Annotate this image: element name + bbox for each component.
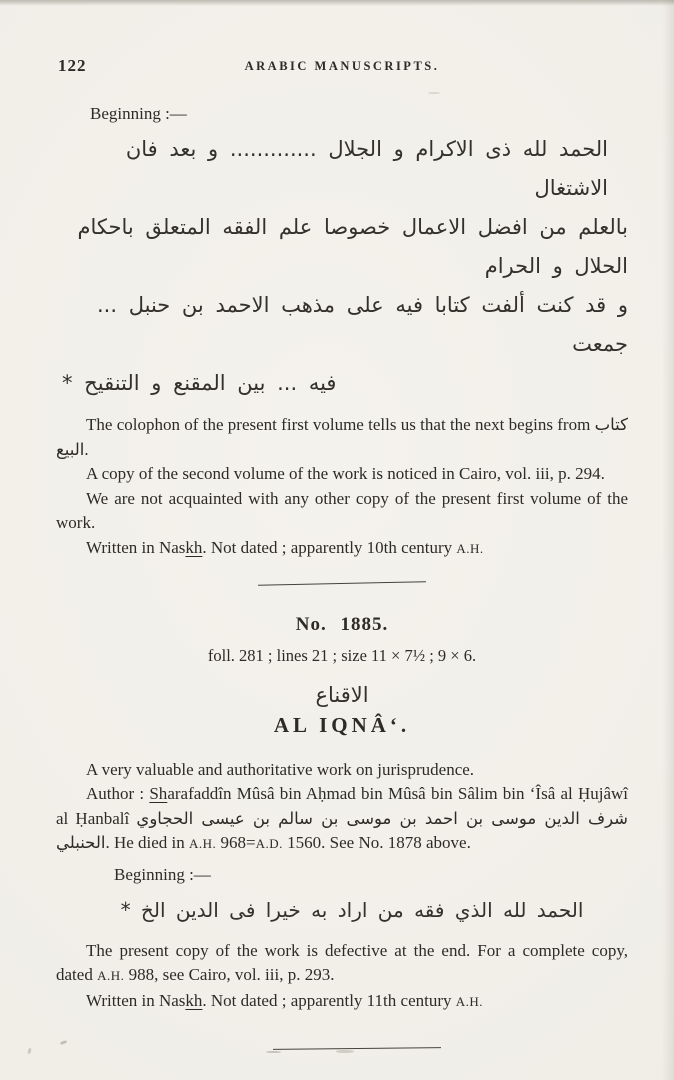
author-note: Author : Sharafaddîn Mûsâ bin Aḥmad bin Mûsâ bin Sâlim bin ‘Îsâ al Ḥujâwî al Ḥanbalî شرف الدين موسى بن احمد بن موسى بن سالم بن عيسى الحجاوي الحنبلي. He died in A.H. 968=A.D. 1560. See No. 1878 above. xyxy=(56,784,629,852)
arabic-quote-line: و قد كنت ألفت كتابا فيه على مذهب الاحمد بن حنبل ... جمعت xyxy=(97,293,628,356)
description-note: A very valuable and authoritative work on jurisprudence. xyxy=(86,759,475,779)
work-title: AL IQNÂ‘. xyxy=(273,712,411,737)
running-header xyxy=(56,54,628,78)
arabic-quote-line: الحمد لله ذى الاكرام و الجلال ............. و بعد فان الاشتغال xyxy=(125,137,608,200)
entry-previous xyxy=(56,102,628,561)
section-divider xyxy=(258,581,426,586)
section-divider xyxy=(273,1047,441,1050)
entry-1885 xyxy=(56,614,628,1014)
page-content xyxy=(56,54,628,1049)
arabic-beginning-quote xyxy=(56,130,628,403)
entry-number-heading: No. 1885. xyxy=(295,614,389,635)
arabic-beginning-quote: الحمد لله الذي فقه من اراد به خيرا فى الدين الخ * xyxy=(120,897,584,922)
collation-line: foll. 281 ; lines 21 ; size 11 × 7½ ; 9 × 6. xyxy=(207,646,477,665)
defective-note: The present copy of the work is defective at the end. For a complete copy, dated A.H. 988, see Cairo, vol. iii, p. 293. xyxy=(56,940,628,984)
colophon-note: The colophon of the present first volume tells us that the next begins from كتاب البيع. xyxy=(56,415,628,459)
scan-right-shadow xyxy=(662,0,674,1080)
scan-top-shadow xyxy=(0,0,674,6)
arabic-quote-line: بالعلم من افضل الاعمال خصوصا علم الفقه المتعلق باحكام الحلال و الحرام xyxy=(77,215,628,278)
second-volume-note: A copy of the second volume of the work is noticed in Cairo, vol. iii, p. 294. xyxy=(86,464,605,483)
arabic-title: الاقناع xyxy=(315,682,369,707)
written-note: Written in Naskh. Not dated ; apparently 10th century A.H. xyxy=(86,537,484,557)
scan-speck xyxy=(266,1051,281,1053)
running-title: ARABIC MANUSCRIPTS. xyxy=(244,59,440,73)
arabic-quote-line: فيه ... بين المقنع و التنقيح * xyxy=(62,371,337,395)
scan-speck xyxy=(27,1048,31,1055)
page-number: 122 xyxy=(58,56,87,75)
beginning-label: Beginning :— xyxy=(90,104,187,123)
written-note: Written in Naskh. Not dated ; apparently 11th century A.H. xyxy=(86,990,484,1010)
scan-speck xyxy=(336,1050,354,1053)
scan-speck xyxy=(428,92,440,94)
no-other-copy-note: We are not acquainted with any other copy of the present first volume of the work. xyxy=(56,488,628,532)
beginning-label: Beginning :— xyxy=(114,864,211,884)
